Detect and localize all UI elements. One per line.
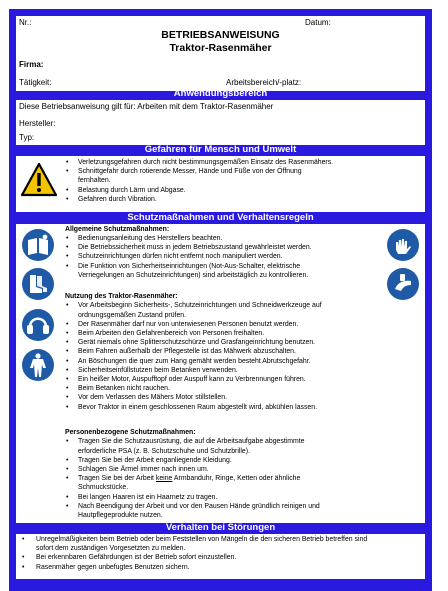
document-subtitle: Traktor-Rasenmäher	[169, 42, 272, 54]
stoerungen-block	[16, 534, 425, 579]
person-item: • Nach Beendigung der Arbeit und vor den Pausen Hände gründlich reinigen und	[78, 502, 395, 511]
nutzung-item: • Beim Fahren außerhalb der Pflegestelle ist das Mähwerk abzuschalten.	[78, 347, 385, 356]
jewelry-text-b: Armbanduhr, Ringe, Ketten oder ähnliche	[173, 475, 301, 483]
person-item: • Tragen Sie die Schutzausrüstung, die auf die Arbeitsaufgabe abgestimmte	[78, 437, 395, 446]
typ-label: Typ:	[19, 133, 35, 142]
continuation-text: ordnungsgemäßen Zustand prüfen.	[78, 311, 187, 319]
nutzung-item: • Der Rasenmäher darf nur von unterwiesenen Personen benutzt werden.	[78, 320, 385, 329]
schutz-heading: Schutzmaßnahmen und Verhaltensregeln	[127, 212, 314, 223]
header-block	[16, 16, 425, 91]
stoerungen-list	[22, 535, 367, 572]
nutzung-item-continuation	[78, 311, 385, 320]
nutzung-item: • Beim Betanken nicht rauchen.	[78, 384, 385, 393]
allgemein-item-continuation	[78, 271, 385, 280]
allgemein-item: • Die Betriebssicherheit muss in jedem Betriebszustand gewährleistet werden.	[78, 243, 385, 252]
gefahren-heading: Gefahren für Mensch und Umwelt	[144, 144, 297, 155]
stoerungen-heading: Verhalten bei Störungen	[165, 522, 276, 533]
person-item: • Tragen Sie bei der Arbeit enganliegende Kleidung.	[78, 456, 395, 465]
jewelry-text-a: Tragen Sie bei der Arbeit	[78, 475, 154, 483]
allgemein-title: Allgemeine Schutzmaßnahmen:	[65, 226, 170, 233]
anwendung-block	[16, 100, 425, 145]
gloves-icon	[386, 228, 420, 262]
continuation-text: Schmuckstücke.	[78, 484, 129, 492]
stoerungen-item: • Unregelmäßigkeiten beim Betrieb oder beim Feststellen von Mängeln die den sicheren Betrieb betreffen sind	[22, 535, 367, 544]
nr-label: Nr.:	[19, 18, 32, 27]
datum-label: Datum:	[305, 18, 331, 27]
hand-cream-icon	[386, 267, 420, 301]
nutzung-section	[65, 292, 385, 412]
nutzung-item: • Vor Arbeitsbeginn Sicherheits-, Schutzeinrichtungen und Schneidwerkzeuge auf	[78, 301, 385, 310]
anwendung-text: Diese Betriebsanweisung gilt für: Arbeiten mit dem Traktor-Rasenmäher	[19, 102, 274, 111]
gefahren-item: • Gefahren durch Vibration.	[78, 195, 333, 204]
nutzung-item: • Gerät niemals ohne Splitterschutzschürze und Grasfangeinrichtung benutzen.	[78, 338, 385, 347]
nutzung-item: • Ein heißer Motor, Auspufftopf oder Auspuff kann zu Verbrennungen führen.	[78, 375, 385, 384]
safety-boots-icon	[21, 267, 55, 301]
gefahren-item: • Verletzungsgefahren durch nicht bestimmungsgemäßen Einsatz des Rasenmähers.	[78, 158, 333, 167]
stoerungen-item: • Rasenmäher gegen unbefugtes Benutzen sichern.	[22, 563, 367, 572]
allgemein-list	[78, 234, 385, 280]
manual-icon	[21, 228, 55, 262]
nutzung-item: • Sicherheitseinfüllstutzen beim Betanken verwenden.	[78, 366, 385, 375]
warning-triangle-icon	[20, 162, 58, 198]
firma-label: Firma:	[19, 60, 44, 69]
jewelry-keine: keine	[155, 475, 173, 483]
continuation-text: Hautpflegeprodukte nutzen.	[78, 512, 163, 520]
nutzung-item: • Vor dem Verlassen des Mähers Motor stillstellen.	[78, 393, 385, 402]
taetigkeit-label: Tätigkeit:	[19, 78, 52, 87]
gefahren-item-continuation: fernhalten.	[78, 177, 111, 185]
allgemein-item: • Die Funktion von Sicherheitseinrichtungen (Not-Aus-Schalter, elektrische	[78, 262, 385, 271]
continuation-text: erforderliche PSA (z. B. Schutzschuhe und Schutzbrille).	[78, 447, 250, 455]
stoerungen-item-continuation	[22, 544, 367, 553]
nutzung-list	[78, 301, 385, 411]
person-item: • Bei langen Haaren ist ein Haarnetz zu tragen.	[78, 493, 395, 502]
protective-clothing-icon	[21, 348, 55, 382]
nutzung-title: Nutzung des Traktor-Rasenmäher:	[65, 293, 178, 300]
nutzung-item: • Bevor Traktor in einem geschlossenen Raum abgestellt wird, abkühlen lassen.	[78, 403, 385, 412]
schutz-block	[16, 224, 425, 523]
gefahren-block	[16, 156, 425, 212]
person-item: • Schlagen Sie Ärmel immer nach innen um.	[78, 465, 395, 474]
continuation-text: sofort dem zuständigen Vorgesetzten zu melden.	[36, 545, 186, 553]
nutzung-item: • An Böschungen die quer zum Hang gemäht werden besteht Abrutschgefahr.	[78, 357, 385, 366]
gefahren-item: • Schnittgefahr durch rotierende Messer, Hände und Füße von der Öffnung	[78, 167, 333, 176]
anwendung-heading: Anwendungsbereich	[173, 88, 268, 99]
person-list	[78, 437, 395, 520]
person-section	[65, 428, 395, 520]
allgemein-section	[65, 225, 385, 280]
allgemein-item: • Schutzeinrichtungen dürfen nicht entfernt noch manipuliert werden.	[78, 252, 385, 261]
stoerungen-item: • Bei erkennbaren Gefährdungen ist der Betrieb sofort einzustellen.	[22, 553, 367, 562]
document-title: BETRIEBSANWEISUNG	[161, 29, 280, 41]
ear-protection-icon	[21, 308, 55, 342]
person-title: Personenbezogene Schutzmaßnahmen:	[65, 429, 196, 436]
allgemein-item: • Bedienungsanleitung des Herstellers beachten.	[78, 234, 385, 243]
person-item-continuation	[78, 447, 395, 456]
continuation-text: Verriegelungen an Schutzeinrichtungen) sind arbeitstäglich zu kontrollieren.	[78, 271, 309, 279]
person-item-continuation	[78, 511, 395, 520]
nutzung-item: • Beim Arbeiten den Gefahrenbereich von Personen freihalten.	[78, 329, 385, 338]
gefahren-list	[78, 158, 333, 204]
arbeitsbereich-label: Arbeitsbereich/-platz:	[226, 78, 302, 87]
hersteller-label: Hersteller:	[19, 119, 56, 128]
gefahren-item-cont	[78, 176, 333, 185]
gefahren-item: • Belastung durch Lärm und Abgase.	[78, 186, 333, 195]
person-item-jewelry	[78, 474, 395, 483]
person-item-continuation	[78, 483, 395, 492]
